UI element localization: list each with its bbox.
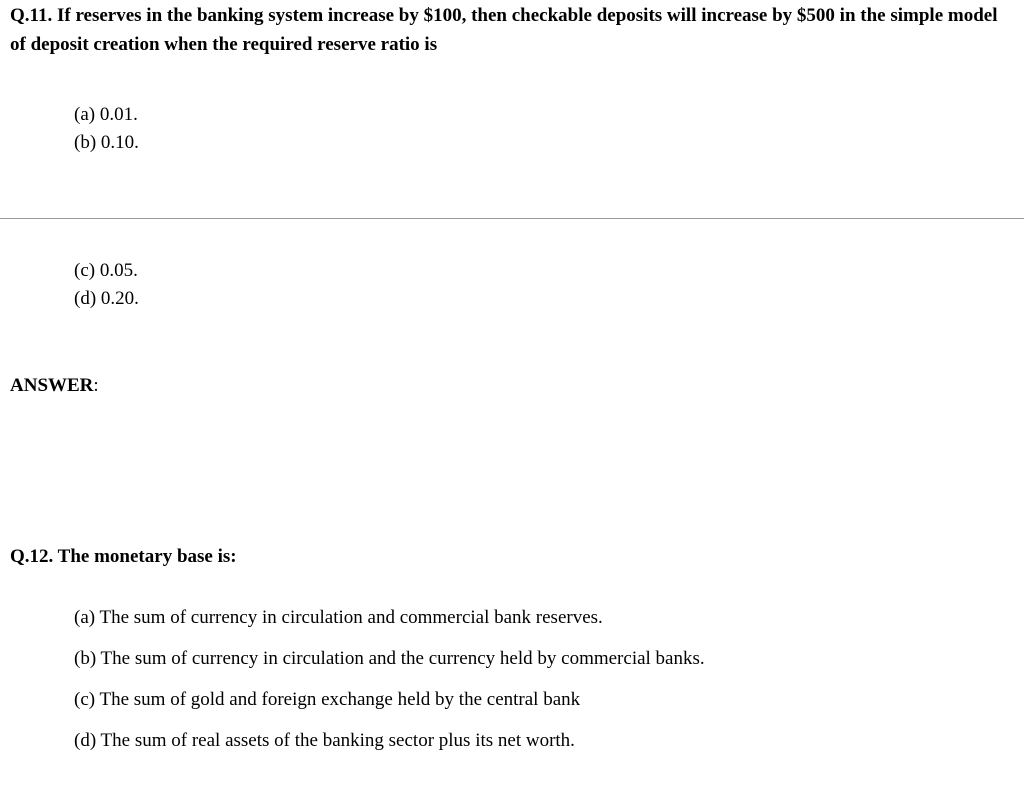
q11-option-a: (a) 0.01.	[74, 104, 138, 125]
q12-option-c: (c) The sum of gold and foreign exchange held by the central bank	[74, 689, 581, 710]
question-12-text: Q.12. The monetary base is:	[10, 546, 237, 567]
page-divider	[0, 218, 1024, 219]
answer-heading: ANSWER	[10, 375, 94, 396]
question-11-text: Q.11. If reserves in the banking system increase by $100, then checkable deposits will increase by $500 in the simple model of deposit creation when the required reserve ratio is	[10, 5, 998, 55]
answer-label	[10, 372, 99, 400]
q12-option-a: (a) The sum of currency in circulation and commercial bank reserves.	[74, 607, 603, 628]
q11-option-c: (c) 0.05.	[74, 260, 138, 281]
q11-option-b: (b) 0.10.	[74, 132, 139, 153]
q12-option-d: (d) The sum of real assets of the banking sector plus its net worth.	[74, 730, 575, 751]
answer-colon: :	[93, 375, 99, 396]
q11-option-d: (d) 0.20.	[74, 288, 139, 309]
q12-option-b: (b) The sum of currency in circulation and the currency held by commercial banks.	[74, 648, 705, 669]
